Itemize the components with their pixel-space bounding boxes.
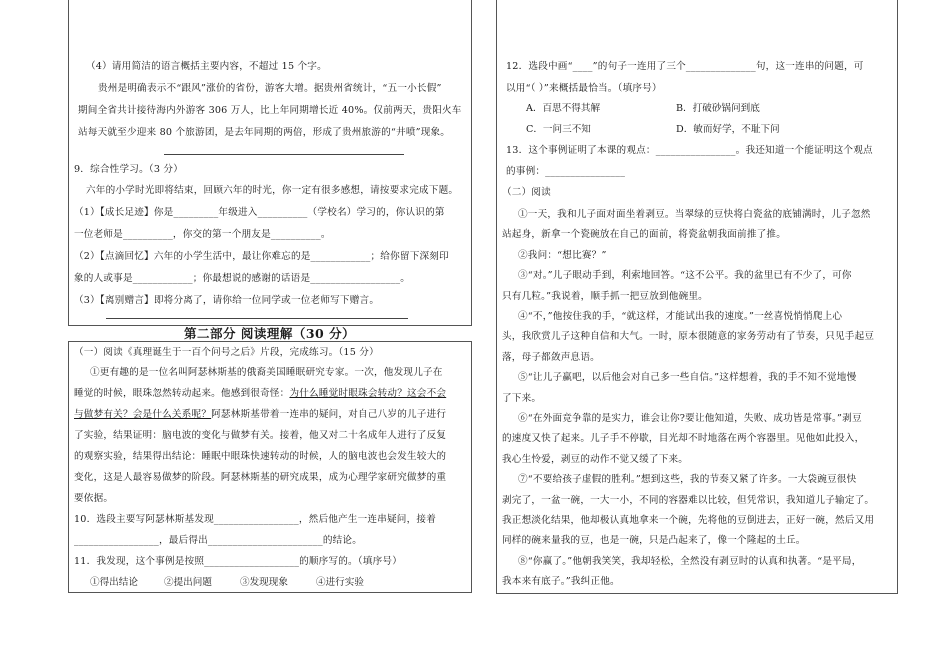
q10-line1: 10．选段主要写阿瑟林斯基发现_________________，然后他产生一连串疑问，接着 bbox=[74, 514, 436, 525]
reading2-line: 同样的碗来量我的豆，也是一碗，只是凸起来了，像一个隆起的土丘。 bbox=[502, 535, 806, 547]
reading2-line: 头，我欣赏儿子这种自信和大气。一时，原本很随意的家务劳动有了节奏，只见手起豆 bbox=[502, 331, 875, 343]
reading1-text: 睡觉的时候，眼珠忽然转动起来。他感到很奇怪： bbox=[74, 388, 290, 399]
q13-line2: 的事例：________________ bbox=[506, 166, 626, 177]
reading2-line: 只有几粒。”我说着，顺手抓一把豆放到他碗里。 bbox=[502, 290, 708, 302]
reading1-line: 变化，这是人最容易做梦的阶段。阿瑟林斯基的研究成果，成为心理学家研究做梦的重 bbox=[74, 472, 447, 483]
q10-line2: _________________，最后得出_______________________的结论。 bbox=[74, 535, 363, 546]
q4-passage-line: 站每天就至少迎来 80 个旅游团，是去年同期的两倍，形成了贵州旅游的“井喷”现象。 bbox=[78, 127, 451, 138]
reading1-header: （一）阅读《真理诞生于一百个问号之后》片段，完成练习。（15 分） bbox=[74, 347, 379, 358]
q4-passage-line: 期间全省共计接待海内外游客 306 万人，比上年同期增长近 40%。仅前两天，贵阳火车 bbox=[78, 105, 462, 116]
reading2-line: ⑤“让儿子赢吧，以后他会对自己多一些自信。”这样想着，我的手不知不觉地慢 bbox=[518, 372, 857, 384]
q9-title: 9．综合性学习。（3 分） bbox=[74, 164, 183, 175]
reading2-line: 剥完了，一盆一碗，一大一小，不同的容器难以比较，但凭常识，我知道儿子输定了。 bbox=[502, 494, 875, 506]
q11-option[interactable]: ①得出结论 bbox=[90, 577, 138, 588]
q12-line2: 以用“（ ）”来概括最恰当。（填序号） bbox=[506, 83, 662, 94]
underlined-question: 与做梦有关？会是什么关系呢？ bbox=[74, 409, 212, 420]
q4-prompt: （4）请用简洁的语言概括主要内容，不超过 15 个字。 bbox=[86, 61, 327, 72]
q11-prompt: 11．我发现，这个事例是按照___________________的顺序写的。（填序号） bbox=[74, 556, 403, 567]
reading2-line: 站起身，新拿一个瓷碗放在自己的面前，将瓷盆朝我面前推了推。 bbox=[502, 229, 787, 241]
reading2-line: 我心生怜爱，剥豆的动作不觉又缓了下来。 bbox=[502, 453, 689, 465]
q12-option-d[interactable]: D．敏而好学，不耻下问 bbox=[676, 124, 780, 135]
reading2-line: 落，母子都敛声息语。 bbox=[502, 351, 600, 363]
part2-title: 第二部分 阅读理解（30 分） bbox=[184, 326, 356, 341]
q9-answer-line[interactable] bbox=[106, 318, 408, 319]
underlined-question: 为什么睡觉时眼珠会转动？这会不会 bbox=[289, 388, 447, 399]
reading1-line bbox=[74, 387, 446, 401]
q13-line1: 13．这个事例证明了本课的观点：________________。我还知道一个能证明这个观点 bbox=[506, 145, 873, 156]
reading2-line: ③“对。”儿子眼动手到，利索地回答。“这不公平。我的盆里已有不少了，可你 bbox=[518, 270, 852, 282]
q12-option-b[interactable]: B．打破砂锅问到底 bbox=[676, 103, 760, 114]
q9-item2-line2: 象的人或事是____________；你最想说的感谢的话语是__________________。 bbox=[74, 273, 410, 284]
reading2-line: 了下来。 bbox=[502, 392, 542, 404]
q11-option[interactable]: ②提出问题 bbox=[164, 577, 212, 588]
q11-option[interactable]: ④进行实验 bbox=[316, 577, 364, 588]
reading2-line: ②我问：“想比赛？” bbox=[518, 249, 607, 261]
q4-passage-line: 贵州是明确表示不“跟风”涨价的省份，游客大增。据贵州省统计，“五一小长假” bbox=[98, 83, 442, 94]
q9-intro: 六年的小学时光即将结束，回顾六年的时光，你一定有很多感想，请按要求完成下题。 bbox=[86, 185, 459, 196]
reading2-header: （二）阅读 bbox=[502, 187, 551, 198]
q12-line1: 12．选段中画“____”的句子一连用了三个______________句，这一连串的问题，可 bbox=[506, 61, 864, 72]
reading1-line: 的观察实验，结果得出结论：睡眠中眼珠快速转动的时候，人的脑电波也会发生较大的 bbox=[74, 451, 447, 462]
q12-option-c[interactable]: C．一问三不知 bbox=[526, 124, 591, 135]
reading2-line: ①一天，我和儿子面对面坐着剥豆。当翠绿的豆快将白瓷盆的底铺满时，儿子忽然 bbox=[518, 209, 871, 220]
left-column bbox=[68, 52, 472, 596]
q9-item1-line2: 一位老师是__________，你交的第一个朋友是__________。 bbox=[74, 229, 331, 240]
reading2-line: ④“不，”他按住我的手，“就这样，才能试出我的速度。”一丝喜悦悄悄爬上心 bbox=[518, 311, 843, 322]
reading2-line: ⑥“在外面竞争靠的是实力，谁会让你?要让他知道，失败、成功皆是常事。”剥豆 bbox=[518, 413, 862, 424]
q9-item3: （3）【离别赠言】即将分离了，请你给一位同学或一位老师写下赠言。 bbox=[74, 295, 380, 306]
reading2-line: 我本来有底子。”我纠正他。 bbox=[502, 576, 620, 588]
q9-item1-line1: （1）【成长足迹】你是_________年级进入__________（学校名）学习的，你认识的第 bbox=[74, 207, 445, 218]
reading1-line: ①更有趣的是一位名叫阿瑟林斯基的俄裔美国睡眠研究专家。一次，他发现儿子在 bbox=[90, 367, 443, 378]
reading2-line: 的速度又快了起来。儿子手不停歇，目光却不时地落在两个容器里。见他如此投入， bbox=[502, 433, 865, 445]
q12-option-a[interactable]: A．百思不得其解 bbox=[526, 103, 601, 114]
q4-answer-line[interactable] bbox=[164, 154, 404, 155]
reading1-line bbox=[74, 408, 446, 422]
q9-item2-line1: （2）【点滴回忆】六年的小学生活中，最让你难忘的是____________；给你留下深刻印 bbox=[74, 251, 449, 262]
reading2-line: 我正想淡化结果，他却极认真地拿来一个碗，先将他的豆倒进去，正好一碗，然后又用 bbox=[502, 515, 875, 526]
reading1-line: 要依据。 bbox=[74, 493, 114, 504]
reading2-line: ⑧“你赢了。”他朝我笑笑，我却轻松，全然没有剥豆时的认真和执著。“是平局， bbox=[518, 555, 862, 567]
reading2-line: ⑦“不要给孩子虚假的胜利。”想到这些，我的节奏又紧了许多。一大袋豌豆很快 bbox=[518, 474, 857, 486]
q11-option[interactable]: ③发现现象 bbox=[240, 577, 288, 588]
right-column bbox=[496, 52, 898, 596]
reading1-text: 阿瑟林斯基带着一连串的疑问，对自己八岁的儿子进行 bbox=[211, 409, 447, 420]
reading1-line: 了实验，结果证明：脑电波的变化与做梦有关。接着，他又对二十名成年人进行了反复 bbox=[74, 430, 447, 441]
